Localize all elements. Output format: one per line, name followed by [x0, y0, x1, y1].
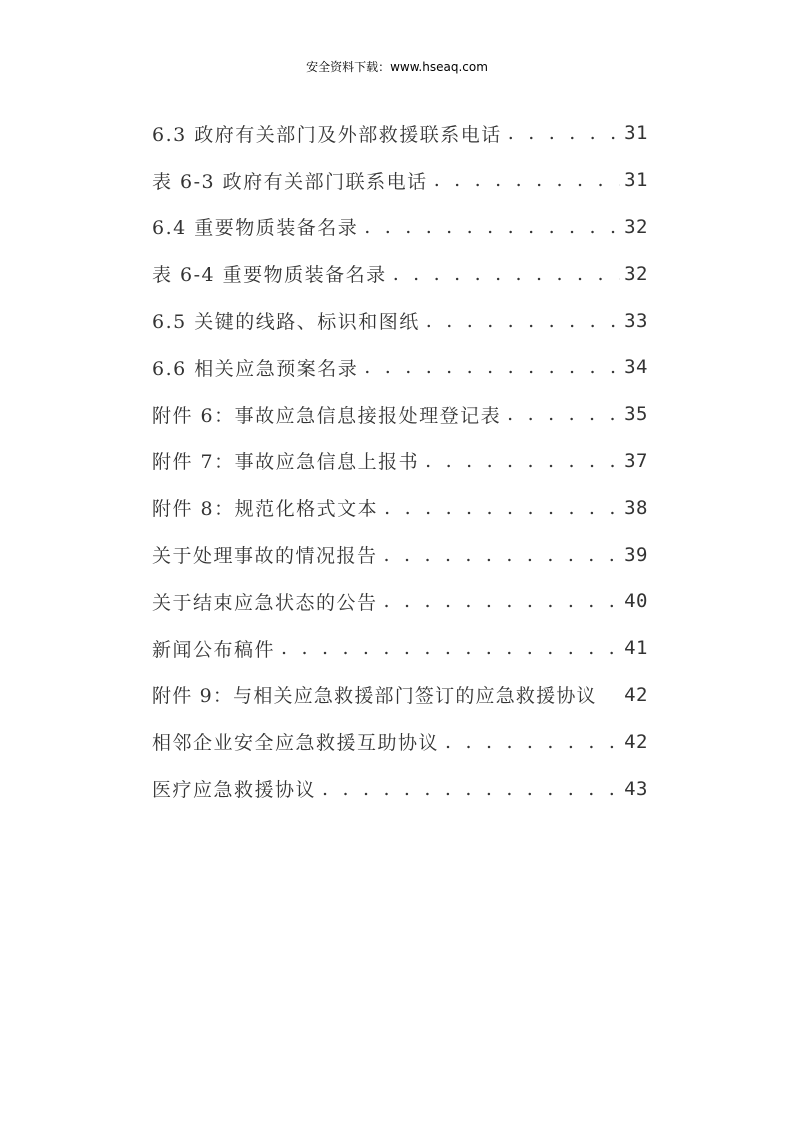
toc-dot-leader: [364, 216, 620, 238]
toc-page-number: 43: [624, 777, 648, 800]
toc-entry[interactable]: [152, 204, 648, 251]
toc-dot-leader: [384, 497, 620, 519]
toc-dot-leader: [425, 450, 620, 472]
toc-entry[interactable]: [152, 297, 648, 344]
toc-dot-leader: [322, 778, 620, 800]
toc-dot-leader: [507, 403, 620, 425]
toc-entry[interactable]: [152, 438, 648, 485]
toc-dot-leader: [434, 169, 620, 191]
toc-page-number: 39: [624, 543, 648, 566]
toc-entry[interactable]: [152, 718, 648, 765]
toc-entry[interactable]: [152, 157, 648, 204]
toc-dot-leader: [384, 590, 621, 612]
toc-entry-title: 6.5 关键的线路、标识和图纸: [152, 311, 420, 334]
toc-page-number: 31: [624, 169, 648, 192]
toc-entry[interactable]: [152, 250, 648, 297]
toc-page-number: 41: [624, 637, 648, 660]
toc-entry-title: 新闻公布稿件: [152, 638, 276, 661]
toc-page-number: 37: [624, 449, 648, 472]
toc-page-number: 32: [624, 262, 648, 285]
toc-entry-title: 附件 6：事故应急信息接报处理登记表: [152, 404, 502, 427]
toc-entry[interactable]: [152, 625, 648, 672]
toc-entry[interactable]: [152, 765, 648, 812]
toc-entry-title: 相邻企业安全应急救援互助协议: [152, 732, 440, 755]
toc-page-number: 34: [624, 356, 648, 379]
toc-dot-leader: [445, 731, 620, 753]
toc-page-number: 42: [624, 683, 648, 706]
toc-page-number: 35: [624, 403, 648, 426]
toc-dot-leader: [384, 544, 621, 566]
toc-entry[interactable]: [152, 110, 648, 157]
toc-entry-title: 医疗应急救援协议: [152, 779, 317, 802]
page-header: 安全资料下载：www.hseaq.com: [306, 60, 488, 74]
toc-entry-title: 附件 7：事故应急信息上报书: [152, 451, 420, 474]
toc-entry[interactable]: [152, 672, 648, 719]
toc-entry[interactable]: [152, 391, 648, 438]
toc-dot-leader: [508, 122, 620, 144]
toc-page-number: 42: [624, 730, 648, 753]
toc-entry-title: 附件 9：与相关应急救援部门签订的应急救援协议: [152, 685, 597, 708]
toc-entry-title: 附件 8：规范化格式文本: [152, 498, 379, 521]
toc-entry-title: 关于处理事故的情况报告: [152, 545, 378, 568]
toc-entry[interactable]: [152, 484, 648, 531]
toc-dot-leader: [426, 310, 620, 332]
toc-entry-title: 6.3 政府有关部门及外部救援联系电话: [152, 123, 502, 146]
toc-entry-title: 6.4 重要物质装备名录: [152, 217, 359, 240]
table-of-contents: [152, 110, 648, 812]
toc-dot-leader: [281, 637, 620, 659]
toc-entry[interactable]: [152, 344, 648, 391]
toc-entry[interactable]: [152, 531, 648, 578]
toc-dot-leader: [393, 263, 620, 285]
toc-page-number: 38: [624, 496, 648, 519]
toc-page-number: 33: [624, 309, 648, 332]
toc-page-number: 31: [624, 122, 648, 145]
toc-page-number: 40: [624, 590, 648, 613]
toc-entry-title: 表 6-3 政府有关部门联系电话: [152, 170, 428, 193]
toc-entry-title: 关于结束应急状态的公告: [152, 591, 378, 614]
toc-page-number: 32: [624, 215, 648, 238]
toc-entry-title: 表 6-4 重要物质装备名录: [152, 264, 387, 287]
toc-entry[interactable]: [152, 578, 648, 625]
toc-dot-leader: [364, 356, 620, 378]
toc-entry-title: 6.6 相关应急预案名录: [152, 357, 359, 380]
